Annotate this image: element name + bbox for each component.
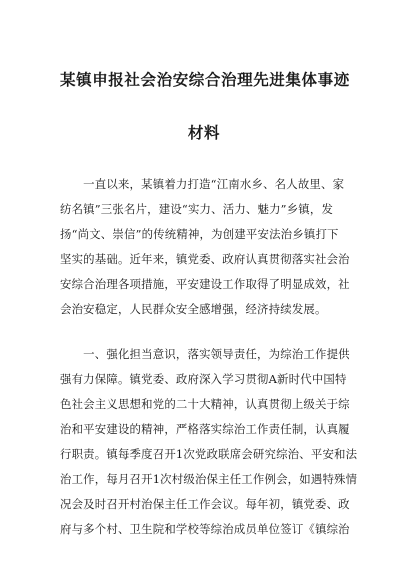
paragraph-2-line: 治和平安建设的精神，严格落实综治工作责任制，认真履: [60, 422, 350, 436]
document-title-line-1: 某镇申报社会治安综合治理先进集体事迹: [60, 71, 350, 89]
paragraph-2-line: 行职责。镇每季度召开1次党政联席会研究综治、平安和法: [60, 447, 358, 461]
paragraph-2-line: 强有力保障。镇党委、政府深入学习贯彻A新时代中国特: [60, 372, 347, 386]
paragraph-1-line: 一直以来，某镇着力打造“江南水乡、名人故里、家: [60, 177, 345, 191]
paragraph-1-line: 坚实的基础。近年来，镇党委、政府认真贯彻落实社会治: [60, 252, 350, 266]
paragraph-1-line: 扬“尚文、崇信”的传统精神，为创建平安法治乡镇打下: [60, 227, 339, 241]
paragraph-2-line: 一、强化担当意识，落实领导责任，为综治工作提供: [60, 347, 350, 361]
paragraph-1-line: 会治安稳定，人民群众安全感增强，经济持续发展。: [60, 302, 327, 316]
paragraph-2-line: 府与多个村、卫生院和学校等综治成员单位签订《镇综治: [60, 522, 350, 536]
document-title-line-2: 材料: [187, 124, 221, 142]
paragraph-2-line: 色社会主义思想和党的二十大精神，认真贯彻上级关于综: [60, 397, 350, 411]
paragraph-2-line: 治工作，每月召开1次村级治保主任工作例会，如遇特殊情: [60, 472, 358, 486]
paragraph-1-line: 纺名镇”三张名片，建设“实力、活力、魅力”乡镇，发: [60, 202, 334, 216]
paragraph-2-line: 况会及时召开村治保主任工作会议。每年初，镇党委、政: [60, 497, 350, 511]
paragraph-1-line: 安综合治理各项措施，平安建设工作取得了明显成效，社: [60, 277, 350, 291]
